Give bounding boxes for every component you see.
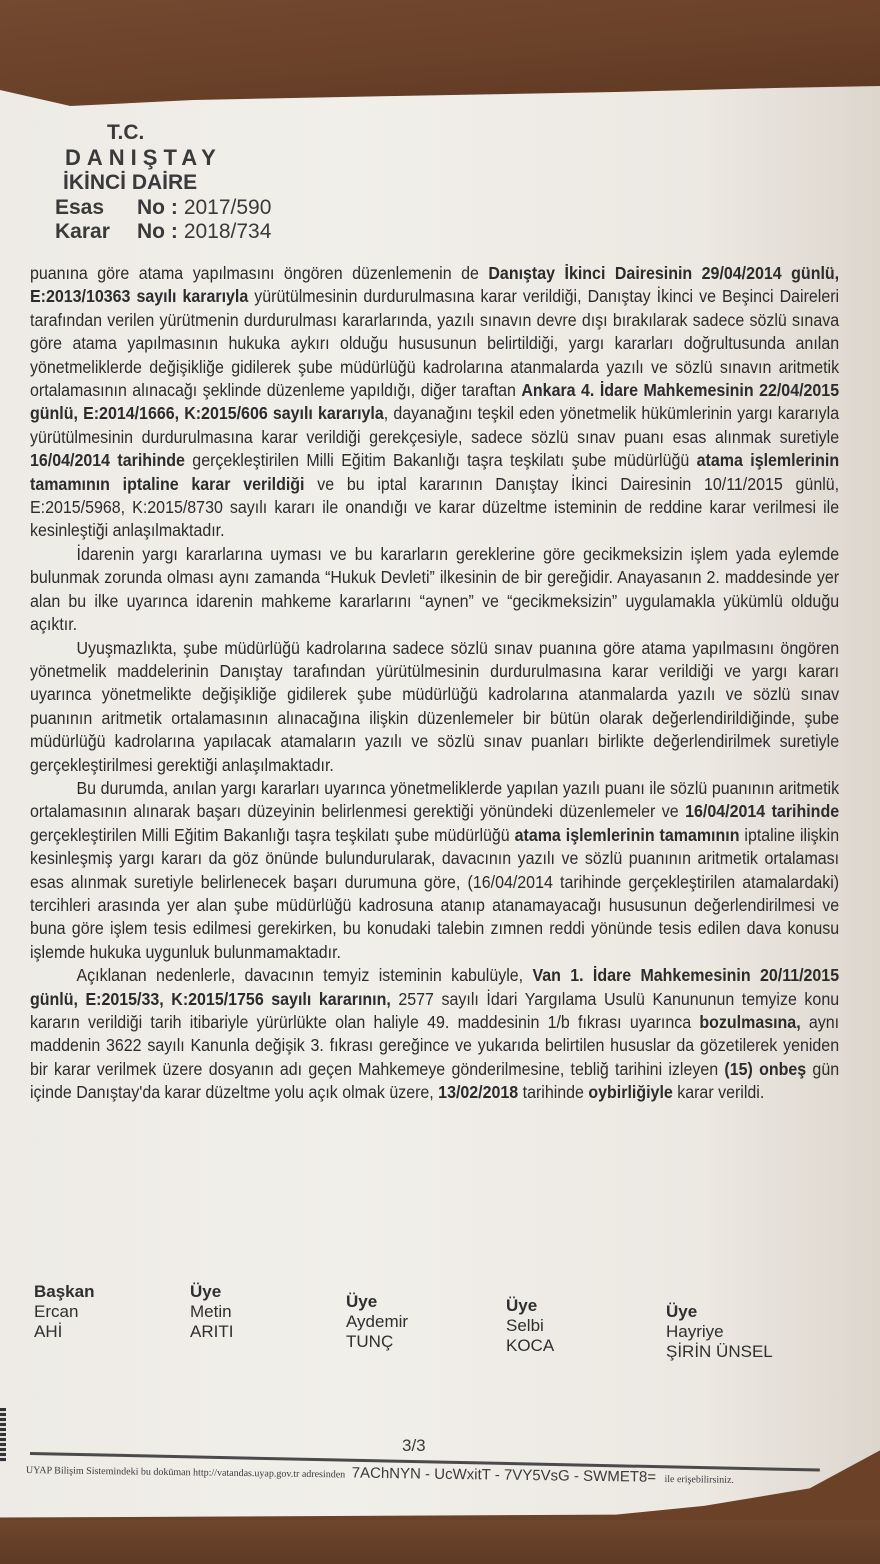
text-run: gerçekleştirilen Milli Eğitim Bakanlığı taşra teşkilatı şube müdürlüğü [184,450,697,471]
verification-code: 7AChNYN - UcWxitT - 7VY5VsG - SWMET8= [351,1464,657,1486]
text-run: yürütülmesinin durdurulmasına karar verildiği, Danıştay İkinci ve Beşinci Daireleri tarafından verilen yürütmenin durdurulması kararlarında, yazılı sınavın devre dışı bırakılarak sadece sözlü sınava göre atama yapılmasının hukuka aykırı olduğu hususunun belirtildiği, yargı kararları doğrultusunda anılan yönetmeliklerde değişikliğe gidilerek şube müdürlüğü kadrolarına atanmalarda yazılı ve sözlü sınavın aritmetik ortalamasının alınacağı şeklinde düzenleme yapıldığı, diğer taraftan [30,286,840,401]
signature-member-1 [190,1282,233,1342]
signature-role: Üye [666,1302,698,1321]
signature-block [30,1282,850,1372]
text-run: gün içinde Danıştay'da karar düzeltme yolu açık olmak üzere, [30,1058,840,1103]
signature-last-name: ŞİRİN ÜNSEL [666,1342,773,1361]
esas-number: 2017/590 [183,196,272,219]
text-run: ve bu iptal kararının Danıştay İkinci Dairesinin 10/11/2015 günlü, E:2015/5968, K:2015/8730 sayılı kararı ile onandığı ve karar düzeltme isteminin de reddine karar verilmesi ile kesinleştiği anlaşılmaktadır. [30,473,840,541]
bold-text-run: atama işlemlerinin tamamının [514,824,740,845]
bold-text-run: atama işlemlerinin tamamının iptaline karar verildiği [30,450,840,494]
paragraph-2: İdarenin yargı kararlarına uyması ve bu kararların gereklerine göre gecikmeksizin işlem yada eylemde bulunmak zorunda olması aynı zamanda “Hukuk Devleti” ilkesinin de bir gereğidir. Anayasanın 2. maddesinde yer alan bu ilke uyarınca idarenin mahkeme kararlarını “aynen” ve “gecikmeksizin” uygulamakla yükümlü olduğu açıktır. [30,543,840,635]
esas-no-label: No : [137,196,178,219]
signature-first-name: Selbi [506,1316,544,1335]
document-header [55,120,271,244]
text-run: 2577 sayılı İdari Yargılama Usulü Kanununun temyize konu kararın verildiği tarih itibariyle yürürlükte olan haliyle 49. maddesinin 1/b fıkrası uyarınca [30,988,840,1032]
footer-suffix: ile erişebilirsiniz. [664,1473,735,1486]
signature-last-name: KOCA [506,1336,555,1355]
signature-role: Üye [346,1292,378,1311]
footer-prefix: UYAP Bilişim Sistemindeki bu doküman http://vatandas.uyap.gov.tr adresinden [25,1465,346,1481]
text-run: tarihinde [518,1082,589,1103]
paragraph-5-verdict [30,964,839,1104]
signature-first-name: Aydemir [346,1312,409,1331]
karar-no-label: No : [137,220,178,243]
text-run: Bu durumda, anılan yargı kararları uyarınca yönetmeliklerde yapılan yazılı puanı ile sözlü puanının aritmetik ortalamasının alınarak başarı düzeyinin belirlenmesi gerektiği yönündeki düzenlemeler ve [30,777,840,822]
text-run: karar verildi. [672,1082,765,1103]
text-run: aynı maddenin 3622 sayılı Kanunla değişik 3. fıkrası gereğince ve yukarıda belirtilen hususlar da gözetilerek yeniden bir karar verilmek üzere dosyanın adı geçen Mahkemeye gönderilmesine, tebliğ tarihini izleyen [30,1012,840,1079]
bold-text-run: bozulmasına, [699,1012,801,1032]
bold-text-run: 16/04/2014 tarihinde [30,450,185,471]
bold-text-run: oybirliğiyle [588,1082,673,1103]
signature-last-name: ARITI [190,1322,234,1341]
signature-first-name: Metin [190,1302,232,1321]
karar-number-row [55,220,271,244]
bold-text-run: Van 1. İdare Mahkemesinin 20/11/2015 günlü, E:2015/33, K:2015/1756 sayılı kararının, [30,965,840,1009]
signature-first-name: Hayriye [666,1322,724,1341]
signature-last-name: AHİ [34,1322,63,1341]
karar-label: Karar [55,220,110,243]
bold-text-run: 16/04/2014 tarihinde [685,801,840,822]
text-run: puanına göre atama yapılmasını öngören düzenlemenin de [30,263,489,283]
wood-table-background-bottom [0,1520,880,1564]
signature-first-name: Ercan [34,1302,79,1321]
signature-role: Üye [190,1282,222,1301]
page-number: 3/3 [402,1436,426,1455]
paragraph-1 [30,262,839,543]
document-body [30,262,839,1105]
signature-member-3 [506,1296,554,1356]
header-chamber: İKİNCİ DAİRE [63,171,198,194]
esas-label: Esas [55,196,105,219]
bold-text-run: Danıştay İkinci Dairesinin 29/04/2014 günlü, E:2013/10363 sayılı kararıyla [30,263,840,307]
signature-president [34,1282,94,1342]
bold-text-run: Ankara 4. İdare Mahkemesinin 22/04/2015 günlü, E:2014/1666, K:2015/606 sayılı kararıyla [30,380,840,424]
text-run: gerçekleştirilen Milli Eğitim Bakanlığı taşra teşkilatı şube müdürlüğü [30,824,515,845]
header-court-name: DANIŞTAY [65,145,222,170]
signature-member-4 [666,1302,773,1362]
paragraph-3: Uyuşmazlıkta, şube müdürlüğü kadrolarına sadece sözlü sınav puanına göre atama yapılmasını öngören yönetmelik maddelerinin Danıştay tarafından yürütülmesinin durdurulmasına karar verildiği ve yargı kararı uyarınca yönetmelikte değişikliğe gidilerek şube müdürlüğü kadrolarına atanmalarda yazılı ve sözlü sınav puanının aritmetik ortalamasının alınacağına ilişkin düzenlemeler bir bütün olarak değerlendirildiğinde, şube müdürlüğü kadrolarına yapılacak atamaların yazılı ve sözlü sınav puanları birlikte değerlendirilmek suretiyle gerçekleştirilmesi gerektiği anlaşılmaktadır. [30,637,840,775]
karar-number: 2018/734 [183,220,272,243]
header-tc: T.C. [107,121,145,144]
signature-member-2 [346,1292,408,1352]
signature-role: Üye [506,1296,538,1315]
text-run: iptaline ilişkin kesinleşmiş yargı kararı da göz önünde bulundurularak, davacının yazılı ve sözlü puanının aritmetik ortalaması esas alınmak suretiyle belirlenecek başarı durumuna göre, (16/04/2014 tarihinde gerçekleştirilen atamalardaki) tercihleri arasında yer alan şube müdürlüğü kadrosuna atanıp atanamayacağı hususunun değerlendirilmesi ve buna göre işlem tesis edilmesi gerekirken, bu konudaki talebin zımnen reddi yönünde tesis edilen dava konusu işlemde hukuka uygunluk bulunmamaktadır. [30,824,840,962]
bold-text-run: 13/02/2018 [438,1082,519,1103]
text-run: , dayanağını teşkil eden yönetmelik hükümlerinin yargı kararıyla yürütülmesinin durdurulmasına karar verildiği gerekçesiyle, sadece sözlü sınav puanı esas alınmak suretiyle [30,403,840,447]
signature-last-name: TUNÇ [346,1332,394,1351]
signature-role: Başkan [34,1282,95,1301]
esas-number-row [55,196,271,220]
paragraph-4 [30,777,839,964]
text-run: Açıklanan nedenlerle, davacının temyiz isteminin kabulüyle, [76,965,533,986]
qr-code-icon [0,1408,6,1462]
wood-table-background-top [0,0,880,100]
bold-text-run: (15) onbeş [724,1058,807,1079]
